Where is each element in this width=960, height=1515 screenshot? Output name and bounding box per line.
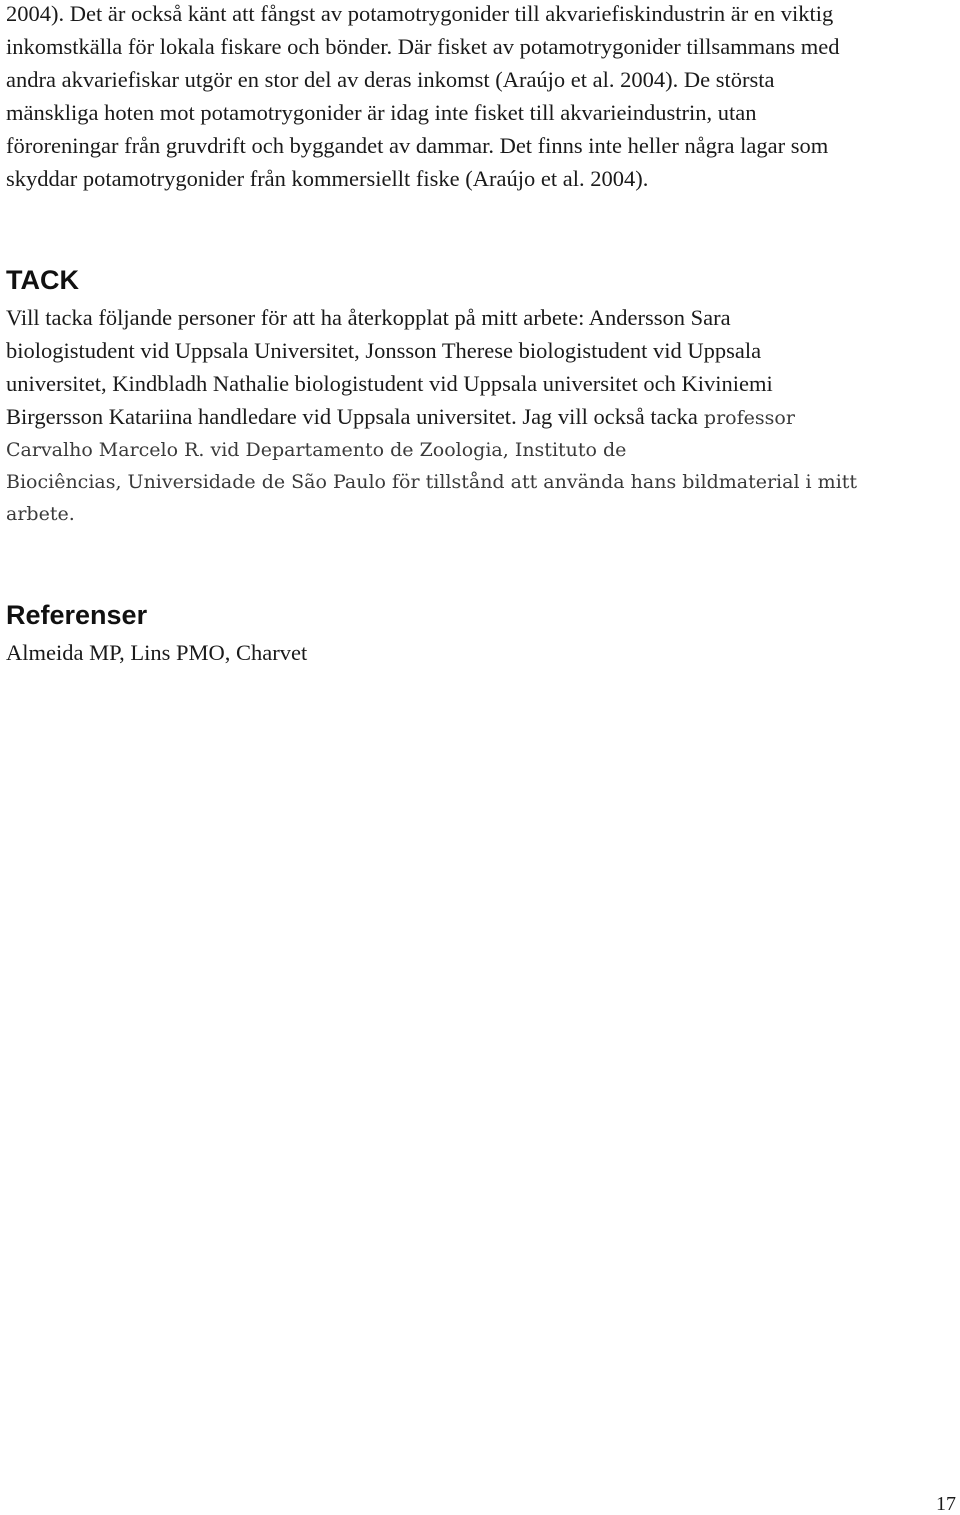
tack-line-1: Vill tacka följande personer för att ha återkopplat på mitt arbete: Andersson Sara <box>6 305 731 330</box>
intro-line-3: andra akvariefiskar utgör en stor del av deras inkomst (Araújo et al. 2004). De största <box>6 67 775 92</box>
page-number: 17 <box>936 1493 956 1515</box>
tack-line-7: arbete. <box>6 503 75 525</box>
intro-line-6: skyddar potamotrygonider från kommersiellt fiske (Araújo et al. 2004). <box>6 166 649 191</box>
intro-line-1: 2004). Det är också känt att fångst av potamotrygonider till akvariefiskindustrin är en viktig <box>6 1 834 26</box>
tack-line-4-text: Birgersson Katariina handledare vid Uppsala universitet. Jag vill också tacka <box>6 404 698 429</box>
tack-line-6: Biociências, Universidade de São Paulo för tillstånd att använda hans bildmaterial i mitt <box>6 471 858 493</box>
tack-line-2: biologistudent vid Uppsala Universitet, Jonsson Therese biologistudent vid Uppsala <box>6 338 762 363</box>
tack-heading: TACK <box>6 265 79 295</box>
references-heading: Referenser <box>6 600 148 630</box>
reference-line-1: Almeida MP, Lins PMO, Charvet <box>6 640 308 665</box>
tack-line-4-professor: professor <box>697 407 795 429</box>
intro-line-2: inkomstkälla för lokala fiskare och bönder. Där fisket av potamotrygonider tillsammans med <box>6 34 840 59</box>
intro-line-5: föroreningar från gruvdrift och byggandet av dammar. Det finns inte heller några lagar som <box>6 133 829 158</box>
intro-line-4: mänskliga hoten mot potamotrygonider är idag inte fisket till akvarieindustrin, utan <box>6 100 757 125</box>
tack-line-4 <box>6 400 795 433</box>
tack-line-3: universitet, Kindbladh Nathalie biologistudent vid Uppsala universitet och Kiviniemi <box>6 371 773 396</box>
tack-line-5: Carvalho Marcelo R. vid Departamento de Zoologia, Instituto de <box>6 439 627 461</box>
